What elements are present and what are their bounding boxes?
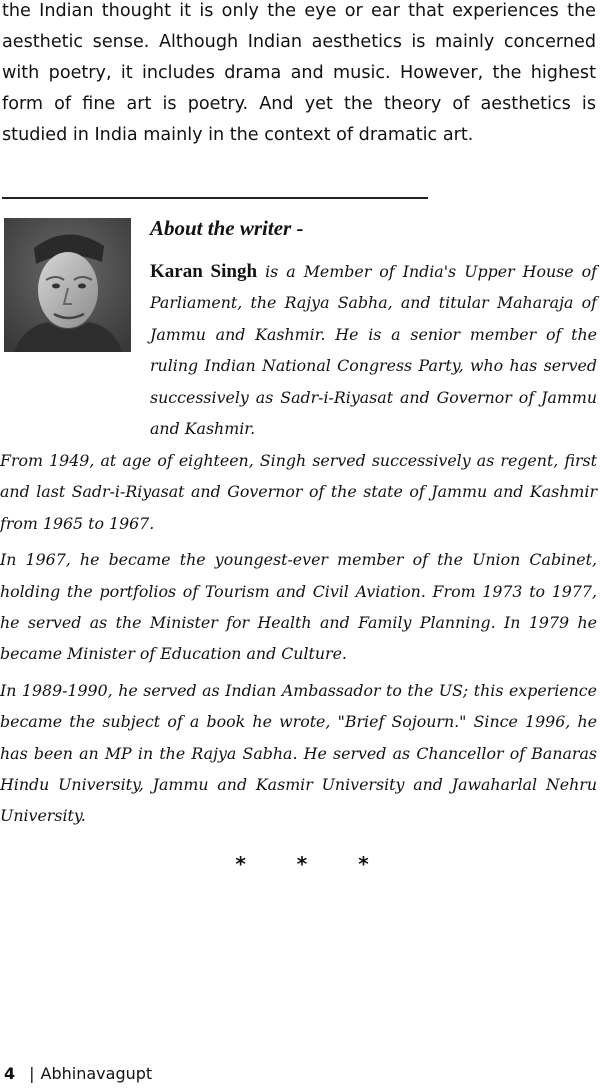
page-footer xyxy=(4,1062,152,1086)
author-bio-first-text: is a Member of India's Upper House of Parliament, the Rajya Sabha, and titular Maharaja of Jammu and Kashmir. He is a senior member of the ruling Indian National Congress Party, who has served successively as Sadr-i-Riyasat and Governor of Jammu and Kashmir. xyxy=(150,262,597,439)
page-number: 4 xyxy=(4,1064,16,1083)
author-portrait xyxy=(4,218,131,352)
about-writer-heading: About the writer - xyxy=(150,216,304,240)
footer-divider: | xyxy=(29,1064,35,1083)
book-title: Abhinavagupt xyxy=(40,1064,153,1083)
intro-paragraph: the Indian thought it is only the eye or ear that experiences the aesthetic sense. Although Indian aesthetics is mainly concerned with poetry, it includes drama and music. However, the highest form of fine art is poetry. And yet the theory of aesthetics is studied in India mainly in the context of dramatic art. xyxy=(2,1,596,145)
section-divider xyxy=(2,197,428,199)
section-end-asterisks: * * * xyxy=(235,852,391,876)
author-name: Karan Singh xyxy=(150,261,258,282)
author-bio-first xyxy=(150,256,597,444)
bio-paragraph: In 1989-1990, he served as Indian Ambassador to the US; this experience became the subject of a book he wrote, "Brief Sojourn." Since 1996, he has been an MP in the Rajya Sabha. He served as Chancellor of Banaras Hindu University, Jammu and Kasmir University and Jawaharlal Nehru University. xyxy=(0,680,597,826)
author-bio-paragraphs xyxy=(0,445,597,837)
bio-paragraph: From 1949, at age of eighteen, Singh served successively as regent, first and last Sadr-i-Riyasat and Governor of the state of Jammu and Kashmir from 1965 to 1967. xyxy=(0,451,597,533)
bio-paragraph: In 1967, he became the youngest-ever member of the Union Cabinet, holding the portfolios of Tourism and Civil Aviation. From 1973 to 1977, he served as the Minister for Health and Family Planning. In 1979 he became Minister of Education and Culture. xyxy=(0,550,597,664)
